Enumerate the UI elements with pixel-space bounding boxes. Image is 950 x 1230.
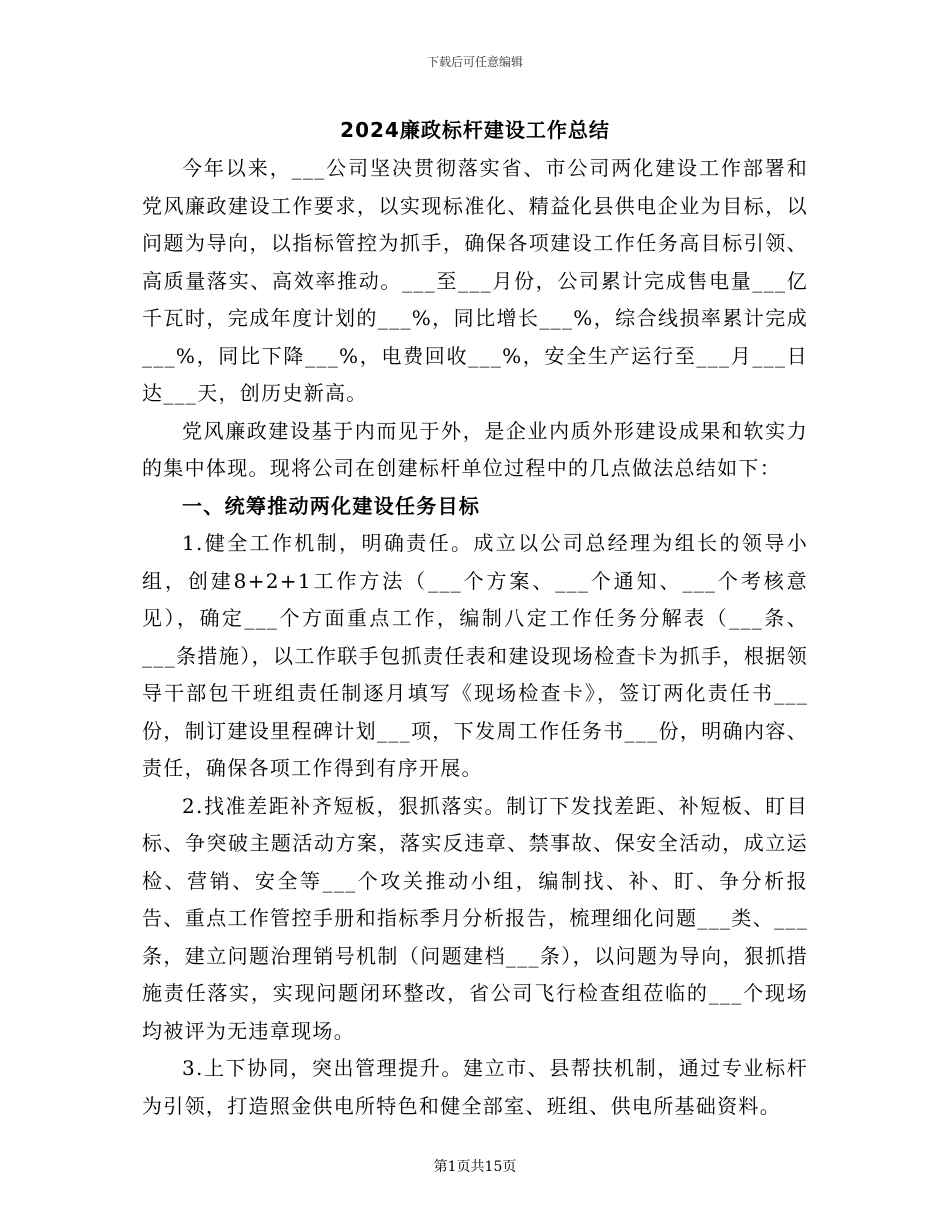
header-note: 下载后可任意编辑 <box>426 55 523 69</box>
list-item-1: 1.健全工作机制，明确责任。成立以公司总经理为组长的领导小组，创建8+2+1工作方法（___个方案、___个通知、___个考核意见），确定___个方面重点工作，编制八定工作任务分解表（___条、___条措施），以工作联手包抓责任表和建设现场检查卡为抓手，根据领导干部包干班组责任制逐月填写《现场检查卡》，签订两化责任书___份，制订建设里程碑计划___项，下发周工作任务书___份，明确内容、责任，确保各项工作得到有序开展。 <box>142 531 808 780</box>
summary-paragraph: 党风廉政建设基于内而见于外，是企业内质外形建设成果和软实力的集中体现。现将公司在创建标杆单位过程中的几点做法总结如下： <box>142 418 808 480</box>
list-item-3: 3.上下协同，突出管理提升。建立市、县帮扶机制，通过专业标杆为引领，打造照金供电所特色和健全部室、班组、供电所基础资料。 <box>142 1056 808 1118</box>
list-item-2: 2.找准差距补齐短板，狠抓落实。制订下发找差距、补短板、盯目标、争突破主题活动方案，落实反违章、禁事故、保安全活动，成立运检、营销、安全等___个攻关推动小组，编制找、补、盯、争分析报告、重点工作管控手册和指标季月分析报告，梳理细化问题___类、___条，建立问题治理销号机制（问题建档___条），以问题为导向，狠抓措施责任落实，实现问题闭环整改，省公司飞行检查组莅临的___个现场均被评为无违章现场。 <box>142 793 808 1043</box>
section-heading: 一、统筹推动两化建设任务目标 <box>182 493 481 518</box>
document-body <box>142 150 808 1125</box>
intro-paragraph: 今年以来，___公司坚决贯彻落实省、市公司两化建设工作部署和党风廉政建设工作要求，以实现标准化、精益化县供电企业为目标，以问题为导向，以指标管控为抓手，确保各项建设工作任务高目标引领、高质量落实、高效率推动。___至___月份，公司累计完成售电量___亿千瓦时，完成年度计划的___%，同比增长___%，综合线损率累计完成___%，同比下降___%，电费回收___%，安全生产运行至___月___日达___天，创历史新高。 <box>142 156 808 405</box>
page-number: 第1页共15页 <box>433 1159 517 1175</box>
document-title: 2024廉政标杆建设工作总结 <box>340 118 610 142</box>
